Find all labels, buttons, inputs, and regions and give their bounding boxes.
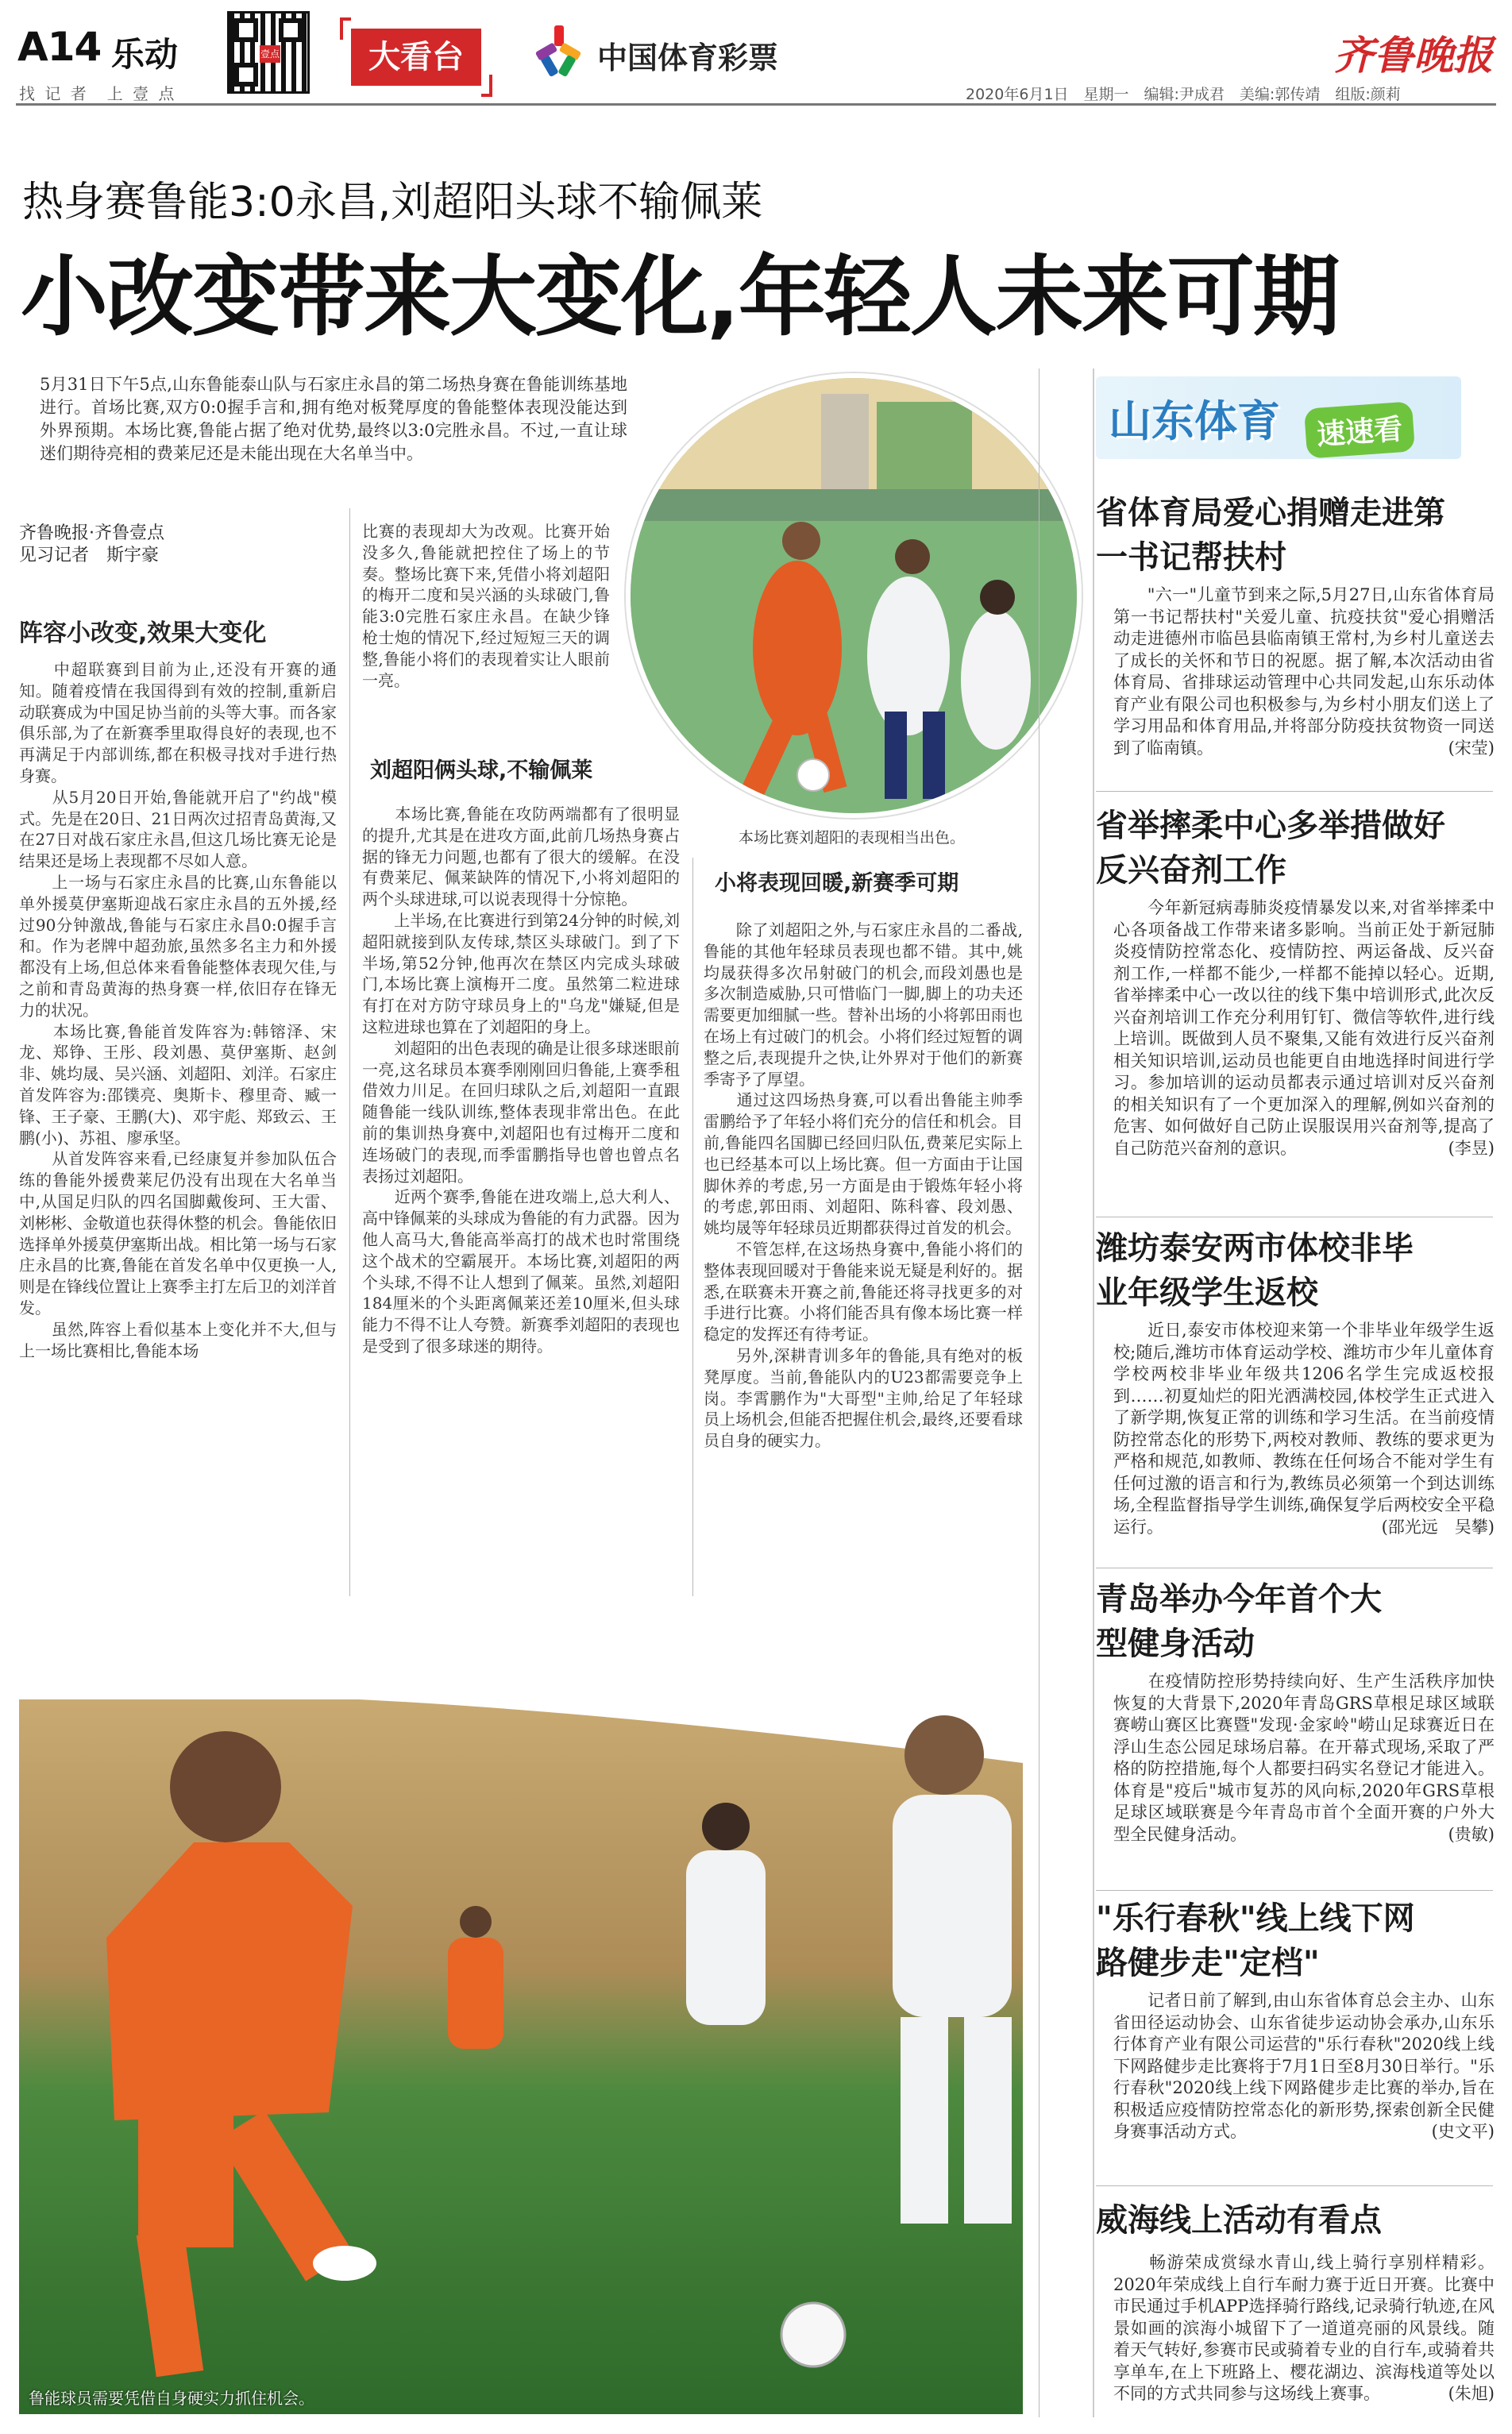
sidebar-item-title: 省举摔柔中心多举措做好反兴奋剂工作 <box>1096 808 1445 889</box>
lottery-name: 中国体育彩票 <box>597 41 779 75</box>
lottery-logo-icon <box>530 24 588 81</box>
sidebar-divider <box>1096 2185 1493 2186</box>
divider-col2 <box>692 858 693 1596</box>
photo-liu-chaoyang <box>626 373 1082 818</box>
newspaper-logo: 齐鲁晚报 <box>1334 32 1493 79</box>
big-view-tab: 大看台 <box>351 29 481 86</box>
article-headline: 小改变带来大变化,年轻人未来可期 <box>21 246 1339 348</box>
sidebar-item-body: 畅游荣成赏绿水青山,线上骑行享别样精彩。2020年荣成线上自行车耐力赛于近日开赛。比赛中市民通过手机APP选择骑行路线,记录骑行轨迹,在风景如画的滨海小城留下了一道道亮丽的风景线。随着天气转好,参赛市民或骑着专业的自行车,或骑着共享单车,在上下班路上、樱花湖边、滨海栈道等处以不同的方式共同参与这场线上赛事。 (朱旭) <box>1113 2252 1495 2424</box>
subhead-youngsters: 小将表现回暖,新赛季可期 <box>715 871 959 896</box>
divider-col1 <box>349 508 350 1596</box>
tab-corner-right <box>481 75 492 97</box>
subhead-lineup: 阵容小改变,效果大变化 <box>19 619 267 647</box>
subhead-header-goals: 刘超阳俩头球,不输佩莱 <box>370 758 593 783</box>
sidebar-item-body: 今年新冠病毒肺炎疫情暴发以来,对省举摔柔中心各项备战工作带来诸多影响。当前正处于新冠肺炎疫情防控常态化、疫情防控、两运备战、反兴奋剂工作,一样都不能少,一样都不能掉以轻心。近期,省举摔柔中心一改以往的线下集中培训形式,此次反兴奋剂培训工作充分利用钉钉、微信等软件,进行线上培训。既做到人员不聚集,又能有效进行反兴奋剂相关知识培训,运动员也能更自由地选择时间进行学习。参加培训的运动员都表示通过培训对反兴奋剂的相关知识有了一个更加深入的理解,例如兴奋剂的危害、如何做好自己防止误服误用兴奋剂等,提高了自己防范兴奋剂的意识。 (李昱) <box>1113 897 1495 1210</box>
divider-main-right <box>1093 368 1094 2417</box>
photo1-caption: 本场比赛刘超阳的表现相当出色。 <box>739 829 966 847</box>
sidebar-item-author: (李昱) <box>1448 1138 1495 1158</box>
divider-sidebar <box>1039 368 1040 2417</box>
sidebar-item-author: (史文平) <box>1431 2122 1495 2141</box>
sidebar-divider <box>1096 1890 1493 1891</box>
header-divider <box>16 103 1496 106</box>
sidebar-item-body: "六一"儿童节到来之际,5月27日,山东省体育局第一书记帮扶村"关爱儿童、抗疫扶贫"爱心捐赠活动走进德州市临邑县临南镇王常村,为乡村儿童送去了成长的关怀和节日的祝愿。据了解,本次活动由省体育局、省排球运动管理中心共同发起,山东乐动体育产业有限公司也积极参与,为乡村小朋友们送上了学习用品和体育用品,并将部分防疫扶贫物资一同送到了临南镇。 (宋莹) <box>1113 584 1495 783</box>
section-name: 乐动 <box>111 35 179 74</box>
sidebar-divider <box>1096 791 1493 792</box>
tab-corner-left <box>340 17 351 40</box>
sidebar-brand-badge: 速速看 <box>1304 401 1415 458</box>
sidebar-brand-title: 山东体育 <box>1109 396 1280 446</box>
byline-reporter: 见习记者 斯宇豪 <box>19 546 160 565</box>
qr-code[interactable] <box>227 11 310 94</box>
sidebar-item-body: 记者日前了解到,由山东省体育总会主办、山东省田径运动协会、山东省徒步运动协会承办,山东乐行体育产业有限公司运营的"乐行春秋"2020线上线下网路健步走比赛将于7月1日至8月30日举行。"乐行春秋"2020线上线下网路健步走比赛的举办,旨在积极适应疫情防控常态化的新形势,探索创新全民健身赛事活动方式。 (史文平) <box>1113 1990 1495 2181</box>
page-code: A14 <box>17 24 102 70</box>
col1-body: 中超联赛到目前为止,还没有开赛的通知。随着疫情在我国得到有效的控制,重新启动联赛成为中国足协当前的头等大事。而各家俱乐部,为了在新赛季里取得良好的表现,也不再满足于内部训练,都在积极寻找对手进行热身赛。 从5月20日开始,鲁能就开启了"约战"模式。先是在20日、21日两次过招青岛黄海,又在27日对战石家庄永昌,但这几场比赛无论是结果还是场上表现都不尽如人意。 上一场与石家庄永昌的比赛,山东鲁能以单外援莫伊塞斯迎战石家庄永昌的五外援,经过90分钟激战,鲁能与石家庄永昌0:0握手言和。作为老牌中超劲旅,虽然多名主力和外援都没有上场,但总体来看鲁能整体表现欠佳,与之前和青岛黄海的热身赛一样,依旧存在锋无力的状况。 本场比赛,鲁能首发阵容为:韩镕泽、宋龙、郑铮、王彤、段刘愚、莫伊塞斯、赵剑非、姚均晟、吴兴涵、刘超阳、刘洋。石家庄首发阵容为:邵镤亮、奥斯卡、穆里奇、臧一锋、王子豪、王鹏(大)、邓宇彪、郑致云、王鹏(小)、苏祖、廖承坚。 从首发阵容来看,已经康复并参加队伍合练的鲁能外援费莱尼仍没有出现在大名单当中,从国足归队的四名国脚戴俊珂、王大雷、刘彬彬、金敬道也获得休整的机会。鲁能依旧选择单外援莫伊塞斯出战。相比第一场与石家庄永昌的比赛,鲁能在首发名单中仅更换一人,则是在锋线位置让上赛季主打左后卫的刘洋首发。 虽然,阵容上看似基本上变化并不大,但与上一场比赛相比,鲁能本场 <box>19 660 337 1360</box>
col2-top: 比赛的表现却大为改观。比赛开始没多久,鲁能就把控住了场上的节奏。整场比赛下来,凭借小将刘超阳的梅开二度和吴兴涵的头球破门,鲁能3:0完胜石家庄永昌。在缺少锋枪士炮的情况下,经过短短三天的调整,鲁能小将们的表现着实让人眼前一亮。 <box>362 522 610 690</box>
contact-hint: 找 记 者 上 壹 点 <box>19 84 177 103</box>
byline-outlet: 齐鲁晚报·齐鲁壹点 <box>19 523 164 543</box>
col3-body: 除了刘超阳之外,与石家庄永昌的二番战,鲁能的其他年轻球员表现也都不错。其中,姚均晟获得多次吊射破门的机会,而段刘愚也是多次制造威胁,只可惜临门一脚,脚上的功夫还需要更加细腻一些。替补出场的小将郭田雨也在场上有过破门的机会。小将们经过短暂的调整之后,表现提升之快,让外界对于他们的新赛季寄予了厚望。 通过这四场热身赛,可以看出鲁能主帅季雷鹏给予了年轻小将们充分的信任和机会。目前,鲁能四名国脚已经回归队伍,费莱尼实际上也已经基本可以上场比赛。但一方面由于让国脚休养的考虑,另一方面是由于锻炼年轻小将的考虑,郭田雨、刘超阳、陈科睿、段刘愚、姚均晟等年轻球员近期都获得过首发的机会。 不管怎样,在这场热身赛中,鲁能小将们的整体表现回暖对于鲁能来说无疑是利好的。据悉,在联赛未开赛之前,鲁能还将寻找更多的对手进行比赛。小将们能否具有像本场比赛一样稳定的发挥还有待考证。 另外,深耕青训多年的鲁能,具有绝对的板凳厚度。当前,鲁能队内的U23都需要竞争上岗。李霄鹏作为"大哥型"主帅,给足了年轻球员上场机会,但能否把握住机会,最终,还要看球员自身的硬实力。 <box>704 920 1023 1451</box>
sidebar-item-author: (朱旭) <box>1448 2384 1495 2403</box>
sidebar-item-author: (贵敏) <box>1448 1824 1495 1844</box>
sidebar-item-body: 近日,泰安市体校迎来第一个非毕业年级学生返校;随后,潍坊市体育运动学校、潍坊市少年儿童体育学校两校非毕业年级共1206名学生完成返校报到……初夏灿烂的阳光洒满校园,体校学生正式进入了新学期,恢复正常的训练和学习生活。在当前疫情防控常态化的形势下,两校对教师、教练的要求更为严格和规范,如教师、教练在任何场合不能对学生有任何过激的语言和行为,教练员必须第一个到达训练场,全程监督指导学生训练,确保复学后两校安全平稳运行。 (邵光远 吴攀) <box>1113 1320 1495 1561</box>
photo-match-action <box>19 1604 1023 2414</box>
issue-info: 2020年6月1日 星期一 编辑:尹成君 美编:郭传靖 组版:颜莉 <box>966 86 1401 103</box>
sidebar-item-body: 在疫情防控形势持续向好、生产生活秩序加快恢复的大背景下,2020年青岛GRS草根足球区域联赛崂山赛区比赛暨"发现·金家岭"崂山足球赛近日在浮山生态公园足球场启幕。在开幕式现场,采取了严格的防控措施,每个人都要扫码实名登记才能进入。体育是"疫后"城市复苏的风向标,2020年GRS草根足球区域联赛是今年青岛市首个全面开赛的户外大型全民健身活动。 (贵敏) <box>1113 1671 1495 1885</box>
sidebar-item-title: 威海线上活动有看点 <box>1096 2202 1382 2239</box>
article-lead: 5月31日下午5点,山东鲁能泰山队与石家庄永昌的第二场热身赛在鲁能训练基地进行。首场比赛,双方0:0握手言和,拥有绝对板凳厚度的鲁能整体表现没能达到外界预期。本场比赛,鲁能占据了绝对优势,最终以3:0完胜永昌。不过,一直让球迷们期待亮相的费莱尼还是未能出现在大名单当中。 <box>40 375 627 463</box>
sidebar-item-title: 省体育局爱心捐赠走进第一书记帮扶村 <box>1096 495 1445 576</box>
photo2-caption: 鲁能球员需要凭借自身硬实力抓住机会。 <box>29 2389 314 2408</box>
sidebar-item-title: 潍坊泰安两市体校非毕业年级学生返校 <box>1096 1230 1414 1311</box>
qr-logo: 壹点 <box>260 45 280 63</box>
article-kicker: 热身赛鲁能3:0永昌,刘超阳头球不输佩莱 <box>22 179 763 226</box>
sidebar-item-title: 青岛举办今年首个大型健身活动 <box>1096 1581 1382 1662</box>
col2-body: 本场比赛,鲁能在攻防两端都有了很明显的提升,尤其是在进攻方面,此前几场热身赛占据的锋无力问题,也都有了很大的缓解。在没有费莱尼、佩莱缺阵的情况下,小将刘超阳的两个头球进球,可以说表现得十分惊艳。 上半场,在比赛进行到第24分钟的时候,刘超阳就接到队友传球,禁区头球破门。到了下半场,第52分钟,他再次在禁区内完成头球破门,本场比赛上演梅开二度。虽然第二粒进球有打在对方防守球员身上的"乌龙"嫌疑,但是这粒进球也算在了刘超阳的身上。 刘超阳的出色表现的确是让很多球迷眼前一亮,这名球员本赛季刚刚回归鲁能,上赛季租借效力川足。在回归球队之后,刘超阳一直跟随鲁能一线队训练,整体表现非常出色。在此前的集训热身赛中,刘超阳也有过梅开二度和连场破门的表现,而季雷鹏指导也曾也曾点名表扬过刘超阳。 近两个赛季,鲁能在进攻端上,总大利人、高中锋佩莱的头球成为鲁能的有力武器。因为他人高马大,鲁能高举高打的战术也时常围绕这个战术的空霸展开。本场比赛,刘超阳的两个头球,不得不让人想到了佩莱。虽然,刘超阳184厘米的个头距离佩莱还差10厘米,但头球能力不得不让人夸赞。新赛季刘超阳的表现也是受到了很多球迷的期待。 <box>362 804 680 1356</box>
sidebar-brand-banner <box>1096 376 1461 459</box>
sidebar-item-author: (邵光远 吴攀) <box>1381 1517 1495 1537</box>
sidebar-item-title: "乐行春秋"线上线下网路健步走"定档" <box>1096 1900 1415 1981</box>
sidebar-item-author: (宋莹) <box>1448 738 1495 758</box>
